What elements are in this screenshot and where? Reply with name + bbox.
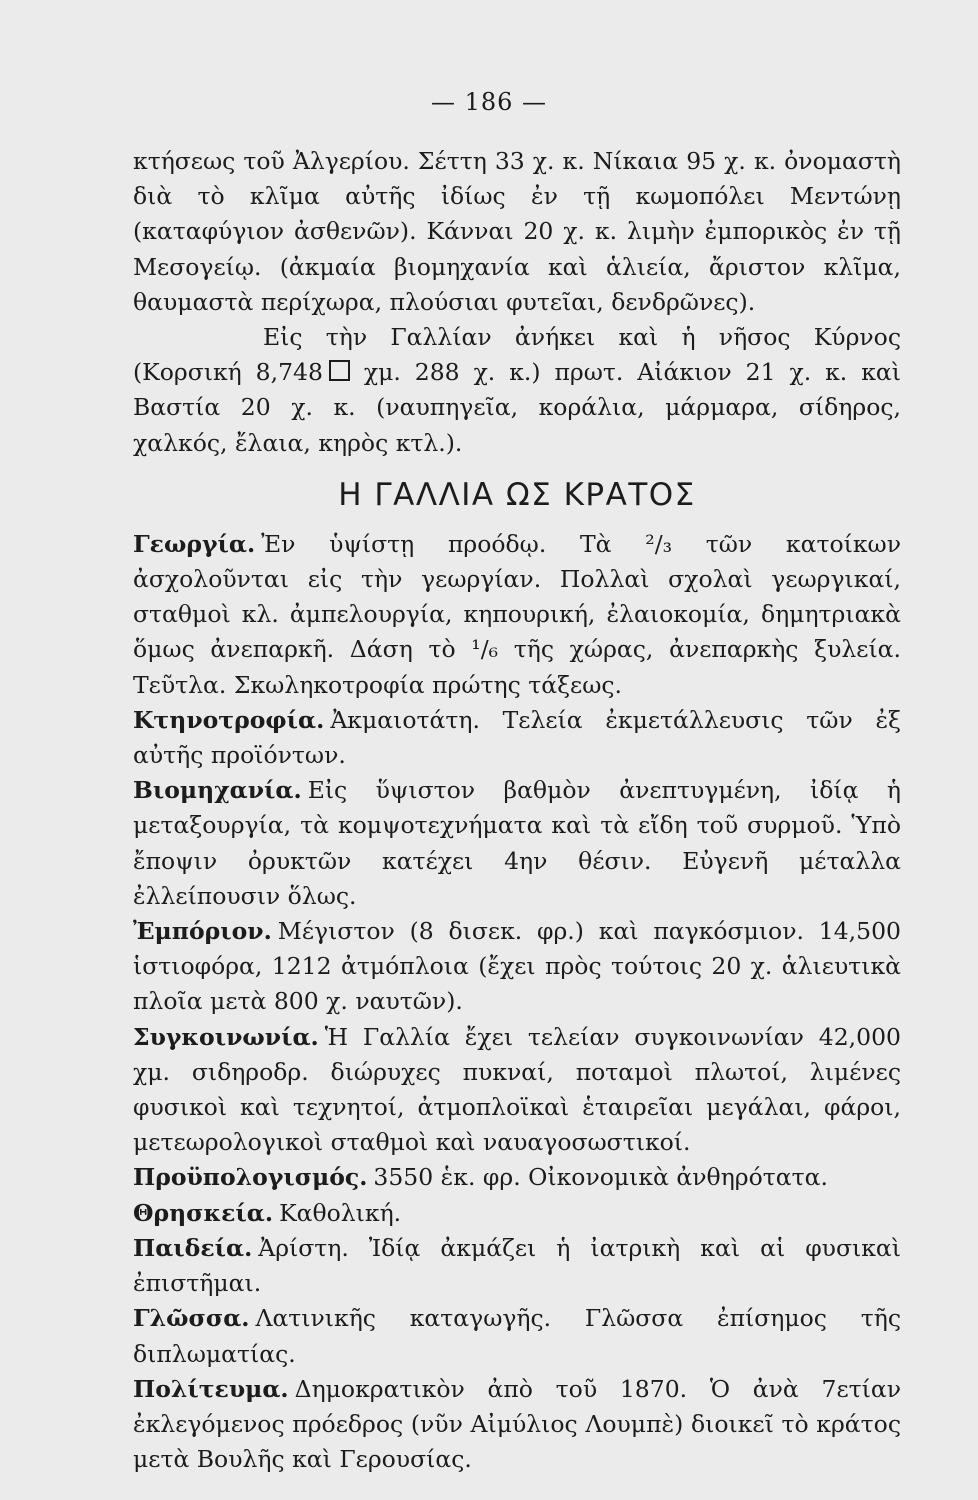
body-text xyxy=(133,144,901,1477)
section-title: Προϋπολογισμός. xyxy=(133,1163,368,1192)
corsica-paragraph xyxy=(133,320,901,461)
section-government: Πολίτευμα. Δημοκρατικὸν ἀπὸ τοῦ 1870. Ὁ ἀνὰ 7ετίαν ἐκλεγόμενος πρόεδρος (νῦν Αἰμύλιος Λουμπὲ) διοικεῖ τὸ κράτος μετὰ Βουλῆς καὶ Γερουσίας. xyxy=(133,1374,901,1474)
section-communication: Συγκοινωνία. Ἡ Γαλλία ἔχει τελείαν συγκοινωνίαν 42,000 χμ. σιδηροδρ. διώρυχες πυκναί, ποταμοὶ πλωτοί, λιμένες φυσικοὶ καὶ τεχνητοί, ἀτμοπλοϊκαὶ ἑταιρεῖαι μεγάλαι, φάροι, μετεωρολογικοὶ σταθμοὶ καὶ ναυαγοσωστικοί. xyxy=(133,1022,901,1157)
section-budget: Προϋπολογισμός. 3550 ἑκ. φρ. Οἰκονομικὰ ἀνθηρότατα. xyxy=(133,1163,828,1192)
section-language: Γλῶσσα. Λατινικῆς καταγωγῆς. Γλῶσσα ἐπίσημος τῆς διπλωματίας. xyxy=(133,1304,901,1368)
corsica-text-b: χμ. 288 χ. κ.) πρωτ. Αἰάκιον 21 χ. κ. καὶ Βαστία 20 χ. κ. (ναυπηγεῖα, κοράλια, μάρμαρα, σίδηρος, χαλκός, ἔλαια, κηρὸς κτλ.). xyxy=(133,358,901,457)
section-agriculture: Γεωργία. Ἐν ὑψίστῃ προόδῳ. Τὰ ²/₃ τῶν κατοίκων ἀσχολοῦνται εἰς τὴν γεωργίαν. Πολλαὶ σχολαὶ γεωργικαί, σταθμοὶ κλ. ἀμπελουργία, κηπουρική, ἐλαιοκομία, δημητριακὰ ὅμως ἀνεπαρκῆ. Δάση τὸ ¹/₆ τῆς χώρας, ἀνεπαρκὴς ξυλεία. Τεῦτλα. Σκωληκοτροφία πρώτης τάξεως. xyxy=(133,529,901,699)
section-education: Παιδεία. Ἀρίστη. Ἰδίᾳ ἀκμάζει ἡ ἰατρικὴ καὶ αἱ φυσικαὶ ἐπιστῆμαι. xyxy=(133,1233,901,1298)
section-title: Κτηνοτροφία. xyxy=(133,705,325,734)
intro-paragraph: κτήσεως τοῦ Ἀλγερίου. Σέττη 33 χ. κ. Νίκαια 95 χ. κ. ὀνομαστὴ διὰ τὸ κλῖμα αὐτῆς ἰδίως ἐν τῇ κωμοπόλει Μεντώνῃ (καταφύγιον ἀσθενῶν). Κάνναι 20 χ. κ. λιμὴν ἐμπορικὸς ἐν τῇ Μεσογείῳ. (ἀκμαία βιομηχανία καὶ ἁλιεία, ἄριστον κλῖμα, θαυμαστὰ περίχωρα, πλούσιαι φυτεῖαι, δενδρῶνες). xyxy=(133,147,901,316)
section-title: Συγκοινωνία. xyxy=(133,1022,319,1051)
section-industry: Βιομηχανία. Εἰς ὕψιστον βαθμὸν ἀνεπτυγμένη, ἰδίᾳ ἡ μεταξουργία, τὰ κομψοτεχνήματα καὶ τὰ εἴδη τοῦ συρμοῦ. Ὑπὸ ἔποψιν ὀρυκτῶν κατέχει 4ην θέσιν. Εὐγενῆ μέταλλα ἐλλείπουσιν ὅλως. xyxy=(133,776,901,910)
page-number: — 186 — xyxy=(430,88,548,116)
section-title: Ἐμπόριον. xyxy=(133,917,272,946)
fraction: ¹/₆ xyxy=(471,635,499,664)
square-km-symbol xyxy=(329,360,350,381)
section-title: Γλῶσσα. xyxy=(133,1304,250,1333)
section-title: Θρησκεία. xyxy=(133,1198,274,1227)
corsica-text-a: Εἰς τὴν Γαλλίαν ἀνήκει καὶ ἡ νῆσος Κύρνος (Κορσική 8,748 xyxy=(133,323,901,387)
fraction: ²/₃ xyxy=(645,529,673,558)
section-title: Γεωργία. xyxy=(133,529,256,558)
section-heading: Η ΓΑΛΛΙΑ ΩΣ ΚΡΑΤΟΣ xyxy=(338,476,696,513)
section-livestock: Κτηνοτροφία. Ἀκμαιοτάτη. Τελεία ἐκμετάλλευσις τῶν ἐξ αὐτῆς προϊόντων. xyxy=(133,705,901,770)
section-title: Βιομηχανία. xyxy=(133,776,302,805)
section-title: Πολίτευμα. xyxy=(133,1374,289,1403)
section-commerce: Ἐμπόριον. Μέγιστον (8 δισεκ. φρ.) καὶ παγκόσμιον. 14,500 ἱστιοφόρα, 1212 ἀτμόπλοια (ἔχει πρὸς τούτοις 20 χ. ἁλιευτικὰ πλοῖα μετὰ 800 χ. ναυτῶν). xyxy=(133,917,901,1016)
section-religion: Θρησκεία. Καθολική. xyxy=(133,1198,402,1227)
section-title: Παιδεία. xyxy=(133,1233,253,1262)
